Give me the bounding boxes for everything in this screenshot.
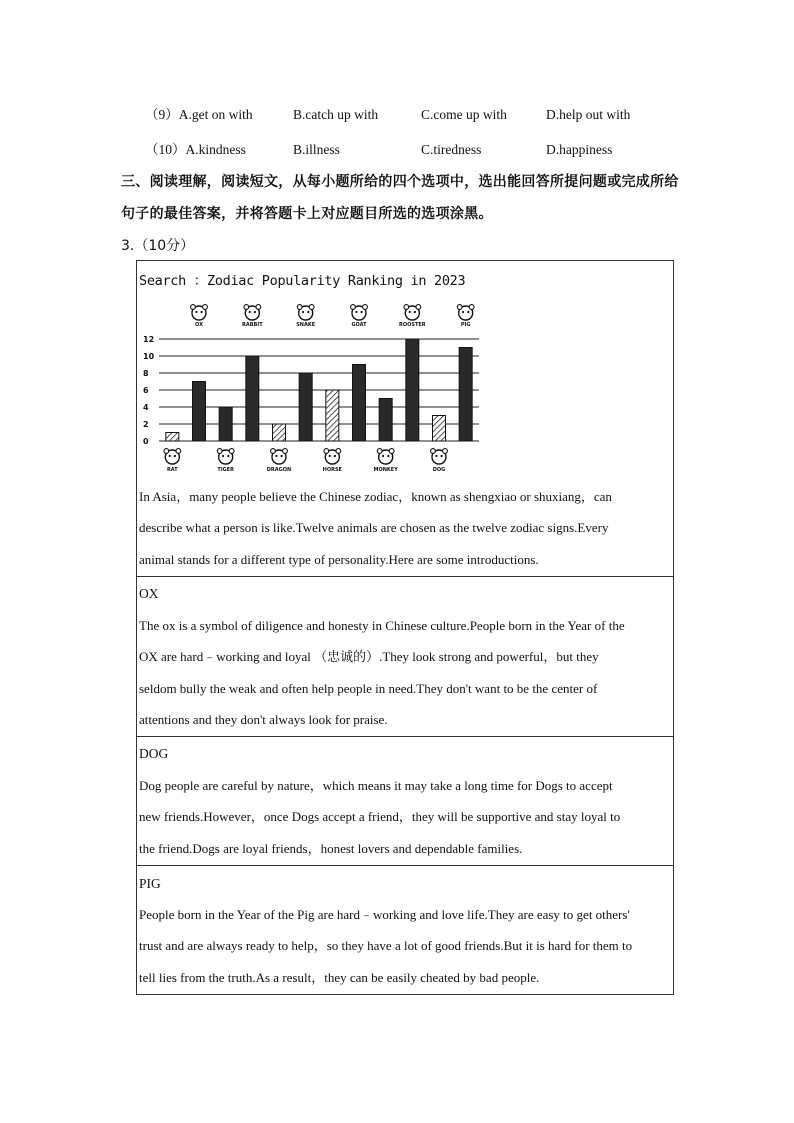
dog-icon-eye: [441, 455, 443, 457]
rat-icon-ear: [164, 449, 169, 454]
bar-pig: [459, 348, 472, 442]
pig-cell: [136, 865, 674, 995]
option-10-c: C.tiredness: [421, 142, 482, 157]
y-tick-label: 12: [143, 335, 155, 344]
pig-line-1: People born in the Year of the Pig are hard﹣working and love life.They are easy to get others': [139, 907, 630, 922]
monkey-icon-ear: [389, 449, 394, 454]
bar-rat: [166, 433, 179, 442]
snake-icon-eye: [307, 311, 309, 313]
dragon-icon-eye: [281, 455, 283, 457]
category-label-pig: PIG: [460, 322, 471, 328]
rooster-icon-eye: [409, 311, 411, 313]
monkey-icon-eye: [382, 455, 384, 457]
bar-rabbit: [246, 356, 259, 441]
bar-dog: [433, 416, 446, 442]
dog-line-1: Dog people are careful by nature，which means it may take a long time for Dogs to accept: [139, 778, 613, 793]
rat-icon-eye: [174, 455, 176, 457]
tiger-icon-eye: [227, 455, 229, 457]
category-label-monkey: MONKEY: [373, 467, 398, 473]
goat-icon-ear: [363, 305, 368, 310]
monkey-icon-eye: [387, 455, 389, 457]
section-instruction: [121, 166, 681, 230]
ox-icon-ear: [191, 305, 196, 310]
y-tick-label: 4: [143, 403, 149, 412]
ox-icon-eye: [195, 311, 197, 313]
bar-rooster: [406, 339, 419, 441]
horse-icon-ear: [336, 449, 341, 454]
intro-line-1: In Asia，many people believe the Chinese zodiac，known as shengxiao or shuxiang，can: [139, 489, 612, 504]
snake-icon-ear: [297, 305, 302, 310]
tiger-icon-ear: [229, 449, 234, 454]
pig-heading: PIG: [139, 876, 161, 891]
bar-goat: [353, 365, 366, 442]
option-9-c: C.come up with: [421, 107, 507, 122]
category-label-rat: RAT: [166, 467, 178, 473]
dog-icon-ear: [443, 449, 448, 454]
dog-text: [139, 770, 673, 864]
y-tick-label: 10: [143, 352, 155, 361]
option-9-d: D.help out with: [546, 107, 631, 122]
intro-text: [139, 481, 673, 575]
rat-icon-ear: [176, 449, 181, 454]
pig-icon-eye: [462, 311, 464, 313]
ox-line-1: The ox is a symbol of diligence and honesty in Chinese culture.People born in the Year of the: [139, 618, 625, 633]
passage-intro-cell: [136, 260, 674, 577]
y-tick-label: 8: [143, 369, 149, 378]
category-label-rooster: ROOSTER: [399, 322, 426, 328]
rooster-icon-ear: [416, 305, 421, 310]
option-9-a: （9）A.get on with: [145, 107, 253, 122]
ox-icon-ear: [203, 305, 208, 310]
pig-icon-ear: [457, 305, 462, 310]
horse-icon-eye: [329, 455, 331, 457]
intro-line-3: animal stands for a different type of personality.Here are some introductions.: [139, 551, 539, 567]
category-label-dog: DOG: [432, 467, 446, 473]
option-10-d: D.happiness: [546, 142, 613, 157]
rooster-icon-ear: [404, 305, 409, 310]
rabbit-icon-eye: [249, 311, 251, 313]
y-tick-label: 0: [143, 437, 149, 446]
rabbit-icon-ear: [244, 305, 249, 310]
dragon-icon-eye: [275, 455, 277, 457]
dog-heading: DOG: [139, 746, 169, 761]
dog-cell: [136, 736, 674, 866]
rooster-icon-eye: [414, 311, 416, 313]
y-tick-label: 6: [143, 386, 149, 395]
intro-line-2: describe what a person is like.Twelve animals are chosen as the twelve zodiac signs.Every: [139, 520, 609, 536]
ox-line-4: attentions and they don't always look for praise.: [139, 711, 388, 727]
dragon-icon-ear: [283, 449, 288, 454]
option-10-a: （10）A.kindness: [145, 142, 246, 157]
bar-tiger: [219, 407, 232, 441]
y-tick-label: 2: [143, 420, 149, 429]
dog-icon-ear: [431, 449, 436, 454]
rabbit-icon-ear: [256, 305, 261, 310]
category-label-tiger: TIGER: [217, 467, 234, 473]
pig-line-3: tell lies from the truth.As a result，they can be easily cheated by bad people.: [139, 969, 540, 985]
dog-line-3: the friend.Dogs are loyal friends，honest lovers and dependable families.: [139, 840, 523, 856]
category-label-rabbit: RABBIT: [242, 322, 263, 328]
tiger-icon-ear: [217, 449, 222, 454]
ox-heading: OX: [139, 586, 159, 601]
bar-monkey: [379, 399, 392, 442]
snake-icon-eye: [302, 311, 304, 313]
pig-icon-ear: [469, 305, 474, 310]
bar-horse: [326, 390, 339, 441]
bar-ox: [193, 382, 206, 442]
pig-icon-eye: [467, 311, 469, 313]
bar-dragon: [273, 424, 286, 441]
option-9-b: B.catch up with: [293, 107, 379, 122]
section-line-1: 三、阅读理解，阅读短文，从每小题所给的四个选项中，选出能回答所提问题或完成所给: [121, 174, 679, 190]
goat-icon-eye: [355, 311, 357, 313]
section-line-2: 句子的最佳答案，并将答题卡上对应题目所选的选项涂黑。: [121, 206, 493, 222]
dog-icon-eye: [435, 455, 437, 457]
ox-line-2: OX are hard﹣working and loyal （忠诚的）.They look strong and powerful，but they: [139, 649, 599, 665]
ox-text: [139, 610, 673, 735]
horse-icon-ear: [324, 449, 329, 454]
category-label-horse: HORSE: [322, 467, 342, 473]
dragon-icon-ear: [271, 449, 276, 454]
ox-line-3: seldom bully the weak and often help people in need.They don't want to be the center of: [139, 680, 598, 696]
pig-text: [139, 899, 673, 993]
zodiac-bar-chart: [139, 301, 484, 473]
option-10-b: B.illness: [293, 142, 340, 157]
horse-icon-eye: [334, 455, 336, 457]
tiger-icon-eye: [222, 455, 224, 457]
category-label-dragon: DRAGON: [266, 467, 292, 473]
dog-line-2: new friends.However，once Dogs accept a friend，they will be supportive and stay loyal to: [139, 809, 621, 825]
goat-icon-eye: [361, 311, 363, 313]
category-label-ox: OX: [195, 322, 203, 328]
ox-cell: [136, 576, 674, 737]
rat-icon-eye: [169, 455, 171, 457]
goat-icon-ear: [351, 305, 356, 310]
monkey-icon-ear: [377, 449, 382, 454]
pig-line-2: trust and are always ready to help，so they have a lot of good friends.But it is hard for them to: [139, 938, 633, 954]
category-label-snake: SNAKE: [296, 322, 316, 328]
question-number: 3.（10分）: [121, 238, 195, 254]
category-label-goat: GOAT: [351, 322, 367, 328]
rabbit-icon-eye: [254, 311, 256, 313]
search-title: Search ：Zodiac Popularity Ranking in 2023: [139, 273, 466, 289]
bar-snake: [299, 373, 312, 441]
snake-icon-ear: [309, 305, 314, 310]
ox-icon-eye: [201, 311, 203, 313]
